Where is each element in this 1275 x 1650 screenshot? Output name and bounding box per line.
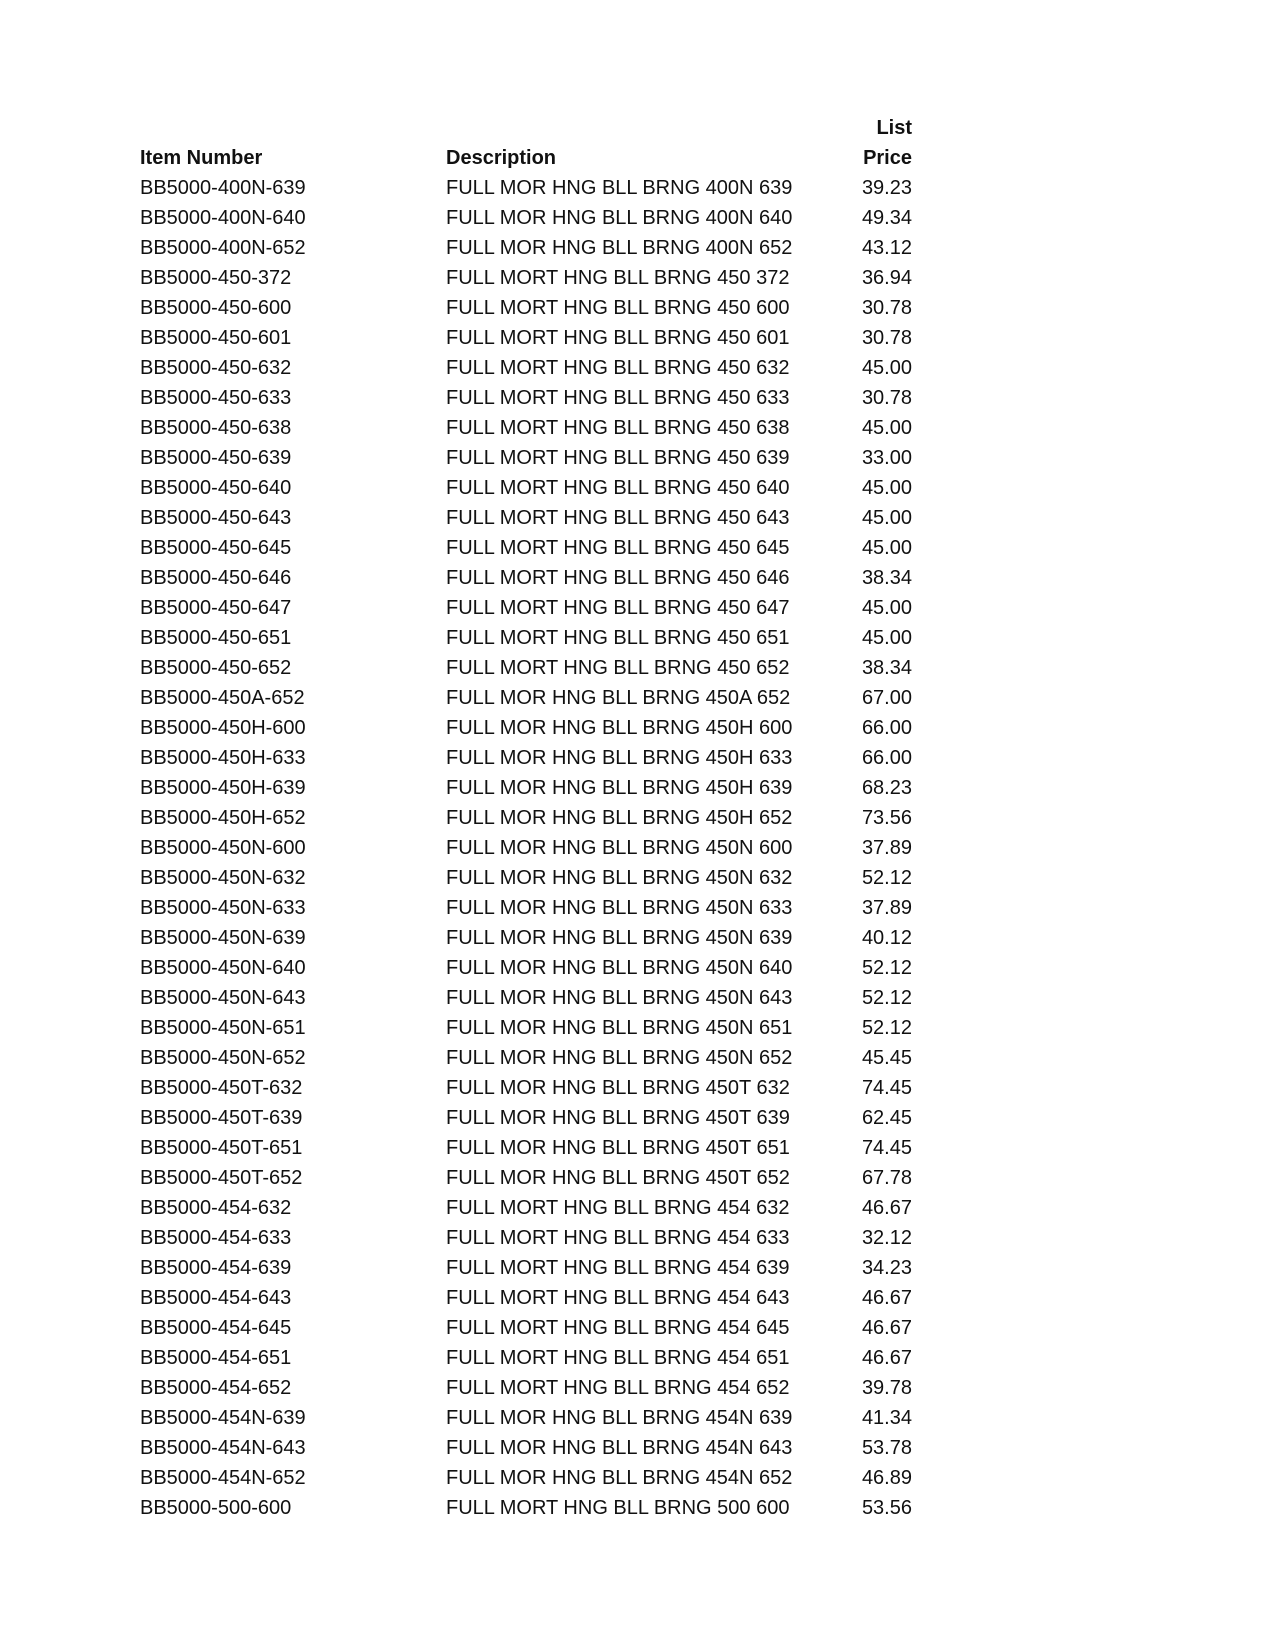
description-cell: FULL MORT HNG BLL BRNG 450 601 <box>446 327 790 349</box>
list-price-cell: 45.45 <box>861 1047 912 1069</box>
item-number-cell: BB5000-450H-633 <box>140 747 306 769</box>
table-row <box>0 623 1275 653</box>
description-cell: FULL MORT HNG BLL BRNG 450 639 <box>446 447 790 469</box>
item-number-cell: BB5000-450A-652 <box>140 687 305 709</box>
item-number-cell: BB5000-454-633 <box>140 1227 292 1249</box>
item-number-cell: BB5000-450T-639 <box>140 1107 303 1129</box>
list-price-cell: 41.34 <box>861 1407 912 1429</box>
item-number-cell: BB5000-450-643 <box>140 507 292 529</box>
description-cell: FULL MOR HNG BLL BRNG 450N 639 <box>446 927 793 949</box>
item-number-header: Item Number <box>140 147 263 169</box>
table-row <box>0 683 1275 713</box>
list-price-cell: 53.56 <box>861 1497 912 1519</box>
description-cell: FULL MORT HNG BLL BRNG 454 639 <box>446 1257 790 1279</box>
description-cell: FULL MORT HNG BLL BRNG 450 643 <box>446 507 790 529</box>
table-row <box>0 1433 1275 1463</box>
description-cell: FULL MORT HNG BLL BRNG 500 600 <box>446 1497 790 1519</box>
description-cell: FULL MORT HNG BLL BRNG 450 372 <box>446 267 790 289</box>
table-row <box>0 1373 1275 1403</box>
list-price-cell: 46.89 <box>861 1467 912 1489</box>
description-cell: FULL MOR HNG BLL BRNG 450N 643 <box>446 987 793 1009</box>
list-price-cell: 45.00 <box>861 417 912 439</box>
item-number-cell: BB5000-450N-600 <box>140 837 306 859</box>
item-number-cell: BB5000-450-652 <box>140 657 292 679</box>
item-number-cell: BB5000-450H-639 <box>140 777 306 799</box>
item-number-cell: BB5000-450H-600 <box>140 717 306 739</box>
item-number-cell: BB5000-500-600 <box>140 1497 292 1519</box>
list-price-cell: 46.67 <box>861 1317 912 1339</box>
table-row <box>0 1283 1275 1313</box>
list-price-cell: 38.34 <box>861 657 912 679</box>
list-price-cell: 52.12 <box>861 1017 912 1039</box>
list-price-cell: 43.12 <box>861 237 912 259</box>
description-cell: FULL MOR HNG BLL BRNG 454N 639 <box>446 1407 793 1429</box>
description-cell: FULL MORT HNG BLL BRNG 450 640 <box>446 477 790 499</box>
description-cell: FULL MORT HNG BLL BRNG 454 651 <box>446 1347 790 1369</box>
table-row <box>0 263 1275 293</box>
item-number-cell: BB5000-450-651 <box>140 627 292 649</box>
item-number-cell: BB5000-454-632 <box>140 1197 292 1219</box>
description-cell: FULL MOR HNG BLL BRNG 450H 633 <box>446 747 793 769</box>
table-row <box>0 893 1275 923</box>
table-row <box>0 203 1275 233</box>
item-number-cell: BB5000-450N-652 <box>140 1047 306 1069</box>
table-row <box>0 323 1275 353</box>
table-row <box>0 1403 1275 1433</box>
description-cell: FULL MOR HNG BLL BRNG 450A 652 <box>446 687 791 709</box>
table-row <box>0 353 1275 383</box>
item-number-cell: BB5000-450-372 <box>140 267 292 289</box>
list-price-cell: 53.78 <box>861 1437 912 1459</box>
description-cell: FULL MORT HNG BLL BRNG 450 646 <box>446 567 790 589</box>
table-row <box>0 383 1275 413</box>
list-price-cell: 46.67 <box>861 1347 912 1369</box>
table-row <box>0 983 1275 1013</box>
description-cell: FULL MOR HNG BLL BRNG 450H 600 <box>446 717 793 739</box>
list-price-cell: 33.00 <box>861 447 912 469</box>
table-row <box>0 1343 1275 1373</box>
description-cell: FULL MORT HNG BLL BRNG 450 632 <box>446 357 790 379</box>
table-row <box>0 1043 1275 1073</box>
description-cell: FULL MOR HNG BLL BRNG 454N 643 <box>446 1437 793 1459</box>
list-price-cell: 67.78 <box>861 1167 912 1189</box>
description-cell: FULL MOR HNG BLL BRNG 450H 652 <box>446 807 793 829</box>
list-price-cell: 38.34 <box>861 567 912 589</box>
description-cell: FULL MOR HNG BLL BRNG 400N 652 <box>446 237 793 259</box>
item-number-cell: BB5000-454-652 <box>140 1377 292 1399</box>
item-number-cell: BB5000-450H-652 <box>140 807 306 829</box>
item-number-cell: BB5000-400N-639 <box>140 177 306 199</box>
item-number-cell: BB5000-450N-643 <box>140 987 306 1009</box>
description-cell: FULL MOR HNG BLL BRNG 450T 639 <box>446 1107 790 1129</box>
item-number-cell: BB5000-450T-652 <box>140 1167 303 1189</box>
item-number-cell: BB5000-454N-643 <box>140 1437 306 1459</box>
list-price-cell: 39.78 <box>861 1377 912 1399</box>
list-price-cell: 37.89 <box>861 837 912 859</box>
table-row <box>0 1493 1275 1523</box>
description-cell: FULL MORT HNG BLL BRNG 454 645 <box>446 1317 790 1339</box>
item-number-cell: BB5000-450-646 <box>140 567 292 589</box>
table-row <box>0 1223 1275 1253</box>
table-row <box>0 533 1275 563</box>
list-price-cell: 74.45 <box>861 1137 912 1159</box>
list-price-cell: 67.00 <box>861 687 912 709</box>
description-cell: FULL MORT HNG BLL BRNG 450 638 <box>446 417 790 439</box>
item-number-cell: BB5000-450-640 <box>140 477 292 499</box>
table-row <box>0 593 1275 623</box>
description-cell: FULL MOR HNG BLL BRNG 450N 640 <box>446 957 793 979</box>
table-row <box>0 1463 1275 1493</box>
description-cell: FULL MOR HNG BLL BRNG 400N 639 <box>446 177 793 199</box>
item-number-cell: BB5000-450-633 <box>140 387 292 409</box>
list-price-cell: 66.00 <box>861 747 912 769</box>
description-cell: FULL MOR HNG BLL BRNG 450T 651 <box>446 1137 790 1159</box>
description-cell: FULL MOR HNG BLL BRNG 400N 640 <box>446 207 793 229</box>
description-cell: FULL MOR HNG BLL BRNG 450N 633 <box>446 897 793 919</box>
description-cell: FULL MOR HNG BLL BRNG 450T 652 <box>446 1167 790 1189</box>
table-row <box>0 473 1275 503</box>
item-number-cell: BB5000-450T-632 <box>140 1077 303 1099</box>
item-number-cell: BB5000-450-632 <box>140 357 292 379</box>
item-number-cell: BB5000-450T-651 <box>140 1137 303 1159</box>
item-number-cell: BB5000-450-645 <box>140 537 292 559</box>
list-price-cell: 73.56 <box>861 807 912 829</box>
list-price-cell: 45.00 <box>861 477 912 499</box>
description-header: Description <box>446 147 557 169</box>
table-row <box>0 293 1275 323</box>
list-price-cell: 52.12 <box>861 867 912 889</box>
table-row <box>0 173 1275 203</box>
item-number-cell: BB5000-454-643 <box>140 1287 292 1309</box>
description-cell: FULL MORT HNG BLL BRNG 454 632 <box>446 1197 790 1219</box>
list-price-cell: 66.00 <box>861 717 912 739</box>
table-row <box>0 803 1275 833</box>
table-row <box>0 713 1275 743</box>
table-row <box>0 503 1275 533</box>
description-cell: FULL MORT HNG BLL BRNG 450 645 <box>446 537 790 559</box>
item-number-cell: BB5000-454N-652 <box>140 1467 306 1489</box>
list-price-cell: 45.00 <box>861 597 912 619</box>
table-row <box>0 923 1275 953</box>
table-row <box>0 1073 1275 1103</box>
table-row <box>0 1133 1275 1163</box>
list-price-header-line2: Price <box>863 147 912 169</box>
table-row <box>0 833 1275 863</box>
item-number-cell: BB5000-400N-652 <box>140 237 306 259</box>
table-row <box>0 773 1275 803</box>
list-price-cell: 45.00 <box>861 627 912 649</box>
list-price-cell: 32.12 <box>861 1227 912 1249</box>
list-price-cell: 49.34 <box>861 207 912 229</box>
item-number-cell: BB5000-450-638 <box>140 417 292 439</box>
item-number-cell: BB5000-450-601 <box>140 327 292 349</box>
table-row <box>0 953 1275 983</box>
list-price-cell: 30.78 <box>861 297 912 319</box>
table-row <box>0 1163 1275 1193</box>
list-price-cell: 34.23 <box>861 1257 912 1279</box>
list-price-cell: 45.00 <box>861 507 912 529</box>
item-number-cell: BB5000-454-645 <box>140 1317 292 1339</box>
description-cell: FULL MORT HNG BLL BRNG 450 652 <box>446 657 790 679</box>
item-number-cell: BB5000-400N-640 <box>140 207 306 229</box>
description-cell: FULL MOR HNG BLL BRNG 450T 632 <box>446 1077 790 1099</box>
item-number-cell: BB5000-450-600 <box>140 297 292 319</box>
description-cell: FULL MORT HNG BLL BRNG 450 647 <box>446 597 790 619</box>
item-number-cell: BB5000-450-647 <box>140 597 292 619</box>
item-number-cell: BB5000-450N-640 <box>140 957 306 979</box>
description-cell: FULL MOR HNG BLL BRNG 450N 651 <box>446 1017 793 1039</box>
description-cell: FULL MOR HNG BLL BRNG 450H 639 <box>446 777 793 799</box>
description-cell: FULL MOR HNG BLL BRNG 450N 632 <box>446 867 793 889</box>
item-number-cell: BB5000-454-651 <box>140 1347 292 1369</box>
list-price-cell: 46.67 <box>861 1287 912 1309</box>
table-row <box>0 1313 1275 1343</box>
list-price-cell: 30.78 <box>861 387 912 409</box>
list-price-cell: 46.67 <box>861 1197 912 1219</box>
description-cell: FULL MOR HNG BLL BRNG 450N 600 <box>446 837 793 859</box>
table-row <box>0 413 1275 443</box>
description-cell: FULL MOR HNG BLL BRNG 450N 652 <box>446 1047 793 1069</box>
table-row <box>0 443 1275 473</box>
list-price-cell: 39.23 <box>861 177 912 199</box>
description-cell: FULL MORT HNG BLL BRNG 450 651 <box>446 627 790 649</box>
list-price-cell: 52.12 <box>861 987 912 1009</box>
list-price-cell: 30.78 <box>861 327 912 349</box>
description-cell: FULL MORT HNG BLL BRNG 450 600 <box>446 297 790 319</box>
table-row <box>0 863 1275 893</box>
item-number-cell: BB5000-450N-639 <box>140 927 306 949</box>
table-row <box>0 563 1275 593</box>
item-number-cell: BB5000-454-639 <box>140 1257 292 1279</box>
list-price-cell: 37.89 <box>861 897 912 919</box>
table-row <box>0 1103 1275 1133</box>
description-cell: FULL MORT HNG BLL BRNG 454 643 <box>446 1287 790 1309</box>
table-row <box>0 653 1275 683</box>
item-number-cell: BB5000-450N-632 <box>140 867 306 889</box>
description-cell: FULL MORT HNG BLL BRNG 454 652 <box>446 1377 790 1399</box>
item-number-cell: BB5000-450-639 <box>140 447 292 469</box>
table-row <box>0 1193 1275 1223</box>
description-cell: FULL MORT HNG BLL BRNG 454 633 <box>446 1227 790 1249</box>
list-price-cell: 68.23 <box>861 777 912 799</box>
list-price-header-line1: List <box>876 117 912 139</box>
description-cell: FULL MORT HNG BLL BRNG 450 633 <box>446 387 790 409</box>
item-number-cell: BB5000-450N-633 <box>140 897 306 919</box>
description-cell: FULL MOR HNG BLL BRNG 454N 652 <box>446 1467 793 1489</box>
list-price-cell: 45.00 <box>861 357 912 379</box>
table-row <box>0 1013 1275 1043</box>
table-row <box>0 743 1275 773</box>
list-price-cell: 36.94 <box>861 267 912 289</box>
list-price-cell: 40.12 <box>861 927 912 949</box>
list-price-cell: 62.45 <box>861 1107 912 1129</box>
item-number-cell: BB5000-450N-651 <box>140 1017 306 1039</box>
list-price-cell: 45.00 <box>861 537 912 559</box>
table-row <box>0 233 1275 263</box>
list-price-cell: 52.12 <box>861 957 912 979</box>
item-number-cell: BB5000-454N-639 <box>140 1407 306 1429</box>
list-price-cell: 74.45 <box>861 1077 912 1099</box>
table-row <box>0 1253 1275 1283</box>
